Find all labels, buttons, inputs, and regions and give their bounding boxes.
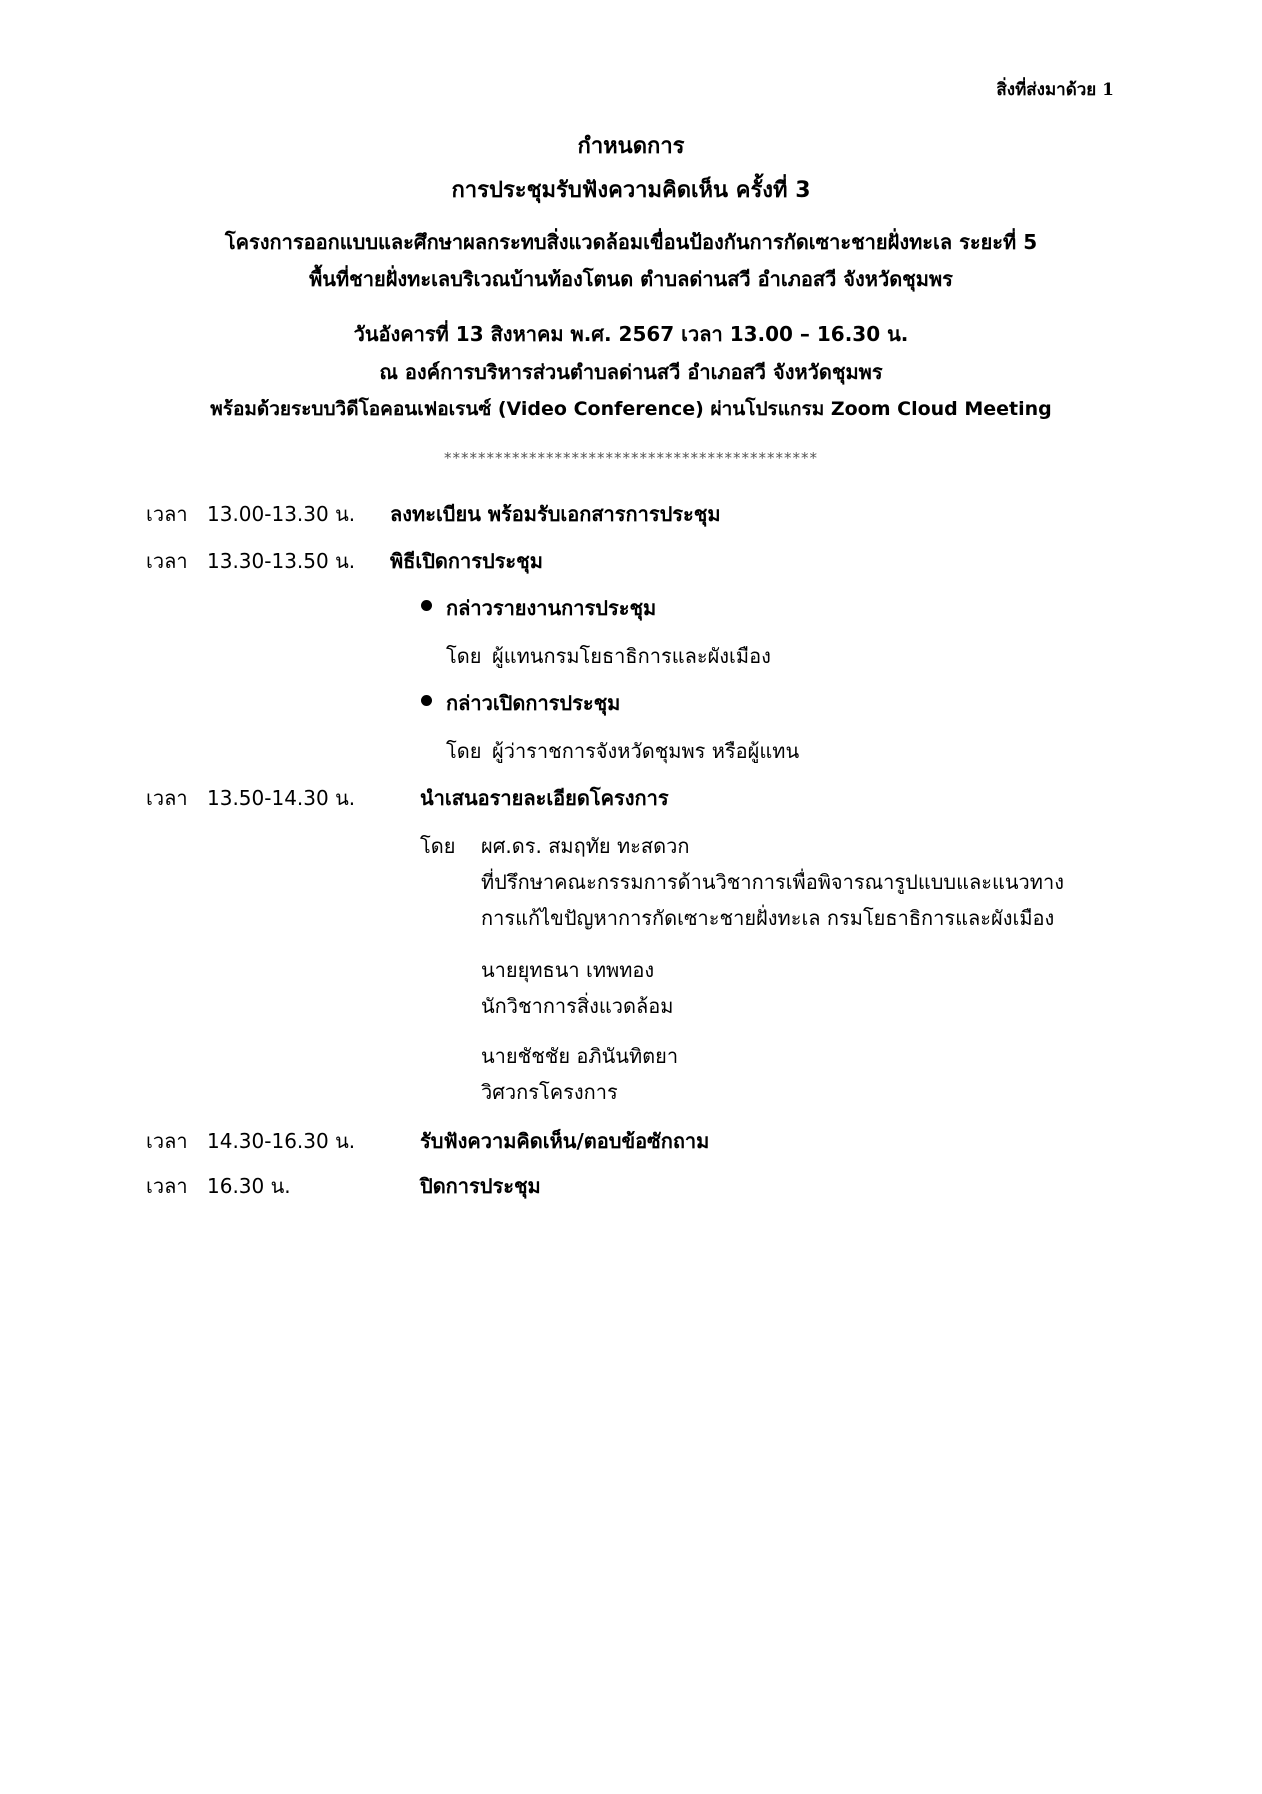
bullet-icon	[421, 695, 432, 706]
meeting-venue: ณ องค์การบริหารส่วนตำบลด่านสวี อำเภอสวี จังหวัดชุมพร	[379, 360, 883, 384]
presenter-role: ที่ปรึกษาคณะกรรมการด้านวิชาการเพื่อพิจารณารูปแบบและแนวทาง	[481, 870, 1064, 894]
presenter-name: นายชัชชัย อภินันทิตยา	[481, 1044, 679, 1068]
opening-item: กล่าวเปิดการประชุม	[446, 691, 621, 715]
activity: รับฟังความคิดเห็น/ตอบข้อซักถาม	[420, 1129, 710, 1153]
presenter-role: นักวิชาการสิ่งแวดล้อม	[481, 994, 674, 1018]
presenter-role: วิศวกรโครงการ	[481, 1080, 618, 1104]
title-meeting: การประชุมรับฟังความคิดเห็น ครั้งที่ 3	[451, 178, 811, 203]
opening-by	[446, 640, 771, 672]
online-platform: พร้อมด้วยระบบวิดีโอคอนเฟอเรนซ์ (Video Conference) ผ่านโปรแกรม Zoom Cloud Meeting	[210, 398, 1052, 420]
separator: ********************************************	[444, 449, 818, 467]
time-slot: 13.30-13.50 น.	[207, 549, 356, 573]
time-label: เวลา	[146, 549, 188, 573]
activity: นำเสนอรายละเอียดโครงการ	[420, 786, 669, 810]
time-slot: 13.00-13.30 น.	[207, 502, 356, 526]
presenter-role: การแก้ไขปัญหาการกัดเซาะชายฝั่งทะเล กรมโยธาธิการและผังเมือง	[481, 906, 1055, 930]
opening-by-name: ผู้แทนกรมโยธาธิการและผังเมือง	[492, 644, 771, 668]
time-slot: 16.30 น.	[207, 1174, 291, 1198]
bullet-icon	[421, 600, 432, 611]
time-label: เวลา	[146, 1174, 188, 1198]
time-label: เวลา	[146, 786, 188, 810]
time-label: เวลา	[146, 502, 188, 526]
presenter-name: ผศ.ดร. สมฤทัย ทะสดวก	[481, 834, 690, 858]
title-schedule: กำหนดการ	[577, 134, 685, 159]
project-area: พื้นที่ชายฝั่งทะเลบริเวณบ้านท้องโตนด ตำบลด่านสวี อำเภอสวี จังหวัดชุมพร	[309, 267, 953, 291]
activity: ปิดการประชุม	[420, 1174, 541, 1198]
time-slot: 13.50-14.30 น.	[207, 786, 356, 810]
by-label: โดย	[446, 739, 482, 763]
time-slot: 14.30-16.30 น.	[207, 1129, 356, 1153]
activity: พิธีเปิดการประชุม	[390, 549, 543, 573]
presenter-name: นายยุทธนา เทพทอง	[481, 958, 655, 982]
meeting-date: วันอังคารที่ 13 สิงหาคม พ.ศ. 2567 เวลา 13.00 – 16.30 น.	[353, 322, 909, 346]
opening-by	[446, 735, 800, 767]
time-label: เวลา	[146, 1129, 188, 1153]
activity: ลงทะเบียน พร้อมรับเอกสารการประชุม	[390, 502, 721, 526]
opening-by-name: ผู้ว่าราชการจังหวัดชุมพร หรือผู้แทน	[492, 739, 800, 763]
by-label: โดย	[446, 644, 482, 668]
attachment-label: สิ่งที่ส่งมาด้วย 1	[996, 80, 1114, 100]
by-label: โดย	[420, 834, 456, 858]
opening-item: กล่าวรายงานการประชุม	[446, 596, 657, 620]
project-name: โครงการออกแบบและศึกษาผลกระทบสิ่งแวดล้อมเขื่อนป้องกันการกัดเซาะชายฝั่งทะเล ระยะที่ 5	[224, 230, 1038, 254]
